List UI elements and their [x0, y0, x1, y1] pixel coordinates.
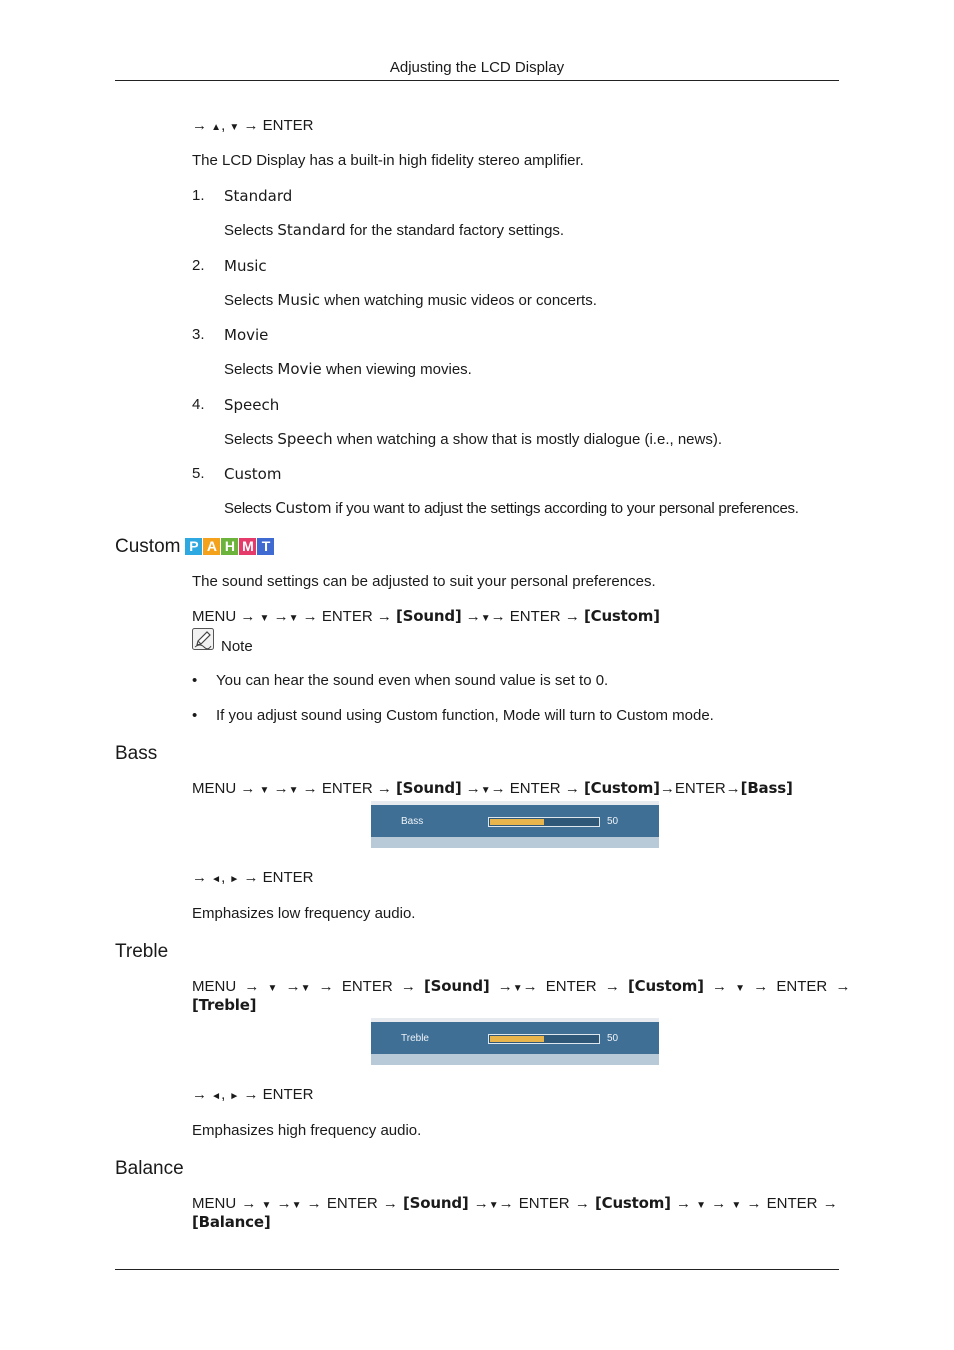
mode-description: [224, 291, 597, 310]
desc-pre: Selects: [224, 361, 274, 378]
path-custom: [Custom]: [583, 607, 660, 625]
desc-keyword: Music: [277, 291, 321, 309]
arrow-right-icon: →: [564, 780, 580, 797]
arrow-right-icon: →: [302, 780, 318, 797]
arrow-right-icon: →: [711, 1195, 727, 1212]
down-triangle-icon: ▼: [291, 1200, 302, 1211]
down-triangle-icon: ▼: [480, 785, 491, 796]
mode-name-standard: Standard: [224, 187, 293, 205]
path-bass: [Bass]: [740, 779, 793, 797]
desc-pre: Selects: [224, 222, 274, 239]
bullet-text: If you adjust sound using: [216, 707, 382, 724]
comma-separator: ,: [221, 117, 226, 134]
hint-text: Return: [562, 874, 587, 883]
osd-slider-fill: [490, 1036, 544, 1042]
arrow-right-icon: →: [835, 978, 851, 995]
osd-label: Treble: [401, 1033, 429, 1044]
treble-menu-path: [192, 977, 850, 998]
arrow-right-icon: →: [241, 1195, 257, 1212]
mode-name-custom: Custom: [224, 465, 282, 483]
path-enter: ENTER: [321, 780, 373, 797]
bass-menu-path: [192, 779, 793, 800]
comma-separator: ,: [221, 1086, 226, 1103]
path-menu: MENU: [192, 780, 237, 797]
left-triangle-icon: ◄: [211, 874, 222, 885]
intro-description: The LCD Display has a built-in high fidelity stereo amplifier.: [192, 152, 584, 169]
arrow-right-icon: →: [822, 1195, 838, 1212]
arrow-right-icon: →: [376, 780, 392, 797]
header-rule: [115, 80, 839, 81]
osd-hint-adjust: ⇔ Adjust: [495, 1091, 528, 1100]
path-menu: MENU: [192, 608, 237, 625]
bullet-text: function,: [441, 707, 499, 724]
down-triangle-icon: ▼: [696, 1200, 707, 1211]
section-title-custom: [115, 536, 275, 558]
path-enter: ENTER: [509, 780, 561, 797]
desc-post: if you want to adjust the settings according to your personal preferences.: [335, 500, 799, 517]
osd-hint-return: ↺ Return: [553, 1091, 587, 1100]
down-triangle-icon: ▼: [288, 785, 299, 796]
osd-label: Bass: [401, 816, 424, 827]
arrow-right-icon: →: [244, 978, 260, 995]
osd-hint-return: ↺ Return: [553, 874, 587, 883]
arrow-right-icon: →: [273, 780, 289, 797]
arrow-right-icon: →: [564, 608, 580, 625]
arrow-right-icon: →: [192, 1086, 207, 1103]
arrow-right-icon: →: [574, 1195, 590, 1212]
path-custom: [Custom]: [583, 779, 660, 797]
osd-slider-track: [488, 817, 600, 827]
bass-description: Emphasizes low frequency audio.: [192, 905, 416, 922]
badge-letter: A: [203, 538, 220, 555]
osd-panel: [371, 805, 659, 837]
arrow-right-icon: →: [192, 869, 207, 886]
down-triangle-icon: ▼: [512, 983, 523, 994]
pencil-note-icon: [192, 628, 214, 650]
section-title-bass: Bass: [115, 743, 158, 764]
path-sound: [Sound]: [396, 607, 462, 625]
down-triangle-icon: ▼: [488, 1200, 499, 1211]
osd-hints: [441, 1091, 611, 1100]
mode-description: [224, 221, 564, 240]
comma-separator: ,: [221, 869, 226, 886]
osd-hint-adjust: ⇔ Adjust: [495, 874, 528, 883]
mode-name-movie: Movie: [224, 326, 269, 344]
mode-number: 2.: [192, 257, 205, 274]
down-triangle-icon: ▼: [480, 613, 491, 624]
down-triangle-icon: ▼: [288, 613, 299, 624]
arrow-right-icon: →: [676, 1195, 691, 1212]
desc-pre: Selects: [224, 500, 272, 517]
bass-adjust-line: [192, 869, 314, 889]
hint-text: Move: [449, 1091, 470, 1100]
arrow-right-icon: →: [306, 1195, 322, 1212]
mode-description: [224, 360, 472, 379]
badge-letter: T: [257, 538, 274, 555]
arrow-right-icon: →: [497, 978, 513, 995]
bullet-text: will turn to: [544, 707, 613, 724]
down-triangle-icon: ▼: [731, 1200, 742, 1211]
path-enter: →ENTER→: [659, 780, 741, 797]
arrow-right-icon: →: [712, 978, 727, 995]
path-enter: ENTER: [776, 978, 828, 995]
path-sound: [Sound]: [424, 977, 490, 995]
arrow-right-icon: →: [302, 608, 318, 625]
osd-value: 50: [607, 816, 619, 827]
arrow-right-icon: →: [746, 1195, 762, 1212]
arrow-right-icon: →: [753, 978, 769, 995]
treble-osd-screenshot: [371, 1018, 659, 1100]
path-enter: ENTER: [326, 1195, 378, 1212]
osd-hint-move: ⇕ Move: [441, 874, 470, 883]
desc-post: when watching music videos or concerts.: [324, 292, 597, 309]
custom-menu-path: [192, 607, 660, 628]
path-enter: ENTER: [545, 978, 597, 995]
note-label: Note: [221, 638, 253, 655]
osd-slider-fill: [490, 819, 544, 825]
path-enter: ENTER: [766, 1195, 818, 1212]
desc-post: for the standard factory settings.: [349, 222, 565, 239]
hint-text: Adjust: [505, 1091, 528, 1100]
treble-adjust-line: [192, 1086, 314, 1106]
hint-text: Adjust: [505, 874, 528, 883]
desc-post: when viewing movies.: [325, 361, 472, 378]
arrow-right-icon: →: [276, 1195, 292, 1212]
custom-description: The sound settings can be adjusted to suit your personal preferences.: [192, 573, 656, 590]
osd-hint-bar: [371, 1054, 659, 1100]
desc-post: when watching a show that is mostly dialogue (i.e., news).: [336, 431, 723, 448]
path-treble: [Treble]: [192, 996, 257, 1014]
mode-name-music: Music: [224, 257, 267, 275]
arrow-right-icon: →: [400, 978, 416, 995]
path-enter: ENTER: [518, 1195, 570, 1212]
footer-rule: [115, 1269, 839, 1270]
section-title-treble: Treble: [115, 941, 169, 962]
osd-panel: [371, 1022, 659, 1054]
path-enter: ENTER: [341, 978, 393, 995]
osd-value: 50: [607, 1033, 619, 1044]
treble-description: Emphasizes high frequency audio.: [192, 1122, 422, 1139]
note-bullet-2: [216, 707, 714, 725]
mode-number: 4.: [192, 396, 205, 413]
right-triangle-icon: ►: [229, 1091, 240, 1102]
path-enter: ENTER: [321, 608, 373, 625]
note-bullet-marker: •: [192, 672, 198, 689]
path-sound: [Sound]: [403, 1194, 469, 1212]
bullet-keyword: Mode: [502, 707, 541, 724]
osd-hint-move: ⇕ Move: [441, 1091, 470, 1100]
path-menu: MENU: [192, 978, 237, 995]
mode-description: [224, 430, 722, 449]
path-balance: [Balance]: [192, 1213, 271, 1231]
osd-slider-track: [488, 1034, 600, 1044]
osd-hints: [441, 874, 611, 883]
arrow-right-icon: →: [240, 780, 256, 797]
arrow-right-icon: →: [240, 608, 256, 625]
arrow-right-icon: →: [490, 608, 506, 625]
mode-description: [224, 499, 799, 518]
custom-title-text: Custom: [115, 536, 181, 557]
path-custom: [Custom]: [594, 1194, 671, 1212]
left-triangle-icon: ◄: [211, 1091, 222, 1102]
arrow-right-icon: →: [376, 608, 392, 625]
bass-osd-screenshot: [371, 801, 659, 883]
up-triangle-icon: ▲: [211, 122, 222, 133]
down-triangle-icon: ▼: [229, 122, 240, 133]
path-sound: [Sound]: [396, 779, 462, 797]
bullet-keyword: Custom: [386, 707, 438, 724]
arrow-right-icon: →: [318, 978, 334, 995]
arrow-right-icon: →: [522, 978, 538, 995]
arrow-right-icon: →: [604, 978, 620, 995]
mode-number: 5.: [192, 465, 205, 482]
arrow-right-icon: →: [490, 780, 506, 797]
mode-number: 3.: [192, 326, 205, 343]
down-triangle-icon: ▼: [259, 785, 270, 796]
badge-letter: M: [239, 538, 256, 555]
arrow-right-icon: →: [285, 978, 301, 995]
enter-step: → ENTER: [243, 869, 314, 886]
path-menu: MENU: [192, 1195, 237, 1212]
intro-nav-line: [192, 117, 314, 137]
enter-step: → ENTER: [243, 1086, 314, 1103]
desc-keyword: Speech: [277, 430, 333, 448]
section-title-balance: Balance: [115, 1158, 184, 1179]
path-custom: [Custom]: [627, 977, 704, 995]
hint-text: Move: [449, 874, 470, 883]
desc-pre: Selects: [224, 431, 274, 448]
page-header-title: Adjusting the LCD Display: [389, 59, 565, 76]
note-bullet-1: You can hear the sound even when sound value is set to 0.: [216, 672, 609, 689]
right-triangle-icon: ►: [229, 874, 240, 885]
down-triangle-icon: ▼: [261, 1200, 272, 1211]
model-badge: [185, 538, 275, 555]
desc-keyword: Custom: [275, 499, 332, 517]
arrow-right-icon: →: [465, 608, 481, 625]
enter-step: → ENTER: [243, 117, 314, 134]
bullet-text: mode.: [672, 707, 714, 724]
down-triangle-icon: ▼: [259, 613, 270, 624]
bullet-keyword: Custom: [616, 707, 668, 724]
mode-number: 1.: [192, 187, 205, 204]
down-triangle-icon: ▼: [300, 983, 311, 994]
badge-letter: P: [185, 538, 202, 555]
arrow-right-icon: →: [382, 1195, 398, 1212]
path-enter: ENTER: [509, 608, 561, 625]
hint-text: Return: [562, 1091, 587, 1100]
note-bullet-marker: •: [192, 707, 198, 724]
badge-letter: H: [221, 538, 238, 555]
arrow-right-icon: →: [192, 117, 207, 134]
down-triangle-icon: ▼: [735, 983, 746, 994]
osd-hint-bar: [371, 837, 659, 883]
balance-menu-path: [192, 1194, 838, 1215]
mode-name-speech: Speech: [224, 396, 280, 414]
desc-keyword: Movie: [277, 360, 322, 378]
desc-keyword: Standard: [277, 221, 346, 239]
arrow-right-icon: →: [473, 1195, 489, 1212]
arrow-right-icon: →: [273, 608, 289, 625]
desc-pre: Selects: [224, 292, 274, 309]
arrow-right-icon: →: [498, 1195, 514, 1212]
arrow-right-icon: →: [465, 780, 481, 797]
down-triangle-icon: ▼: [267, 983, 278, 994]
